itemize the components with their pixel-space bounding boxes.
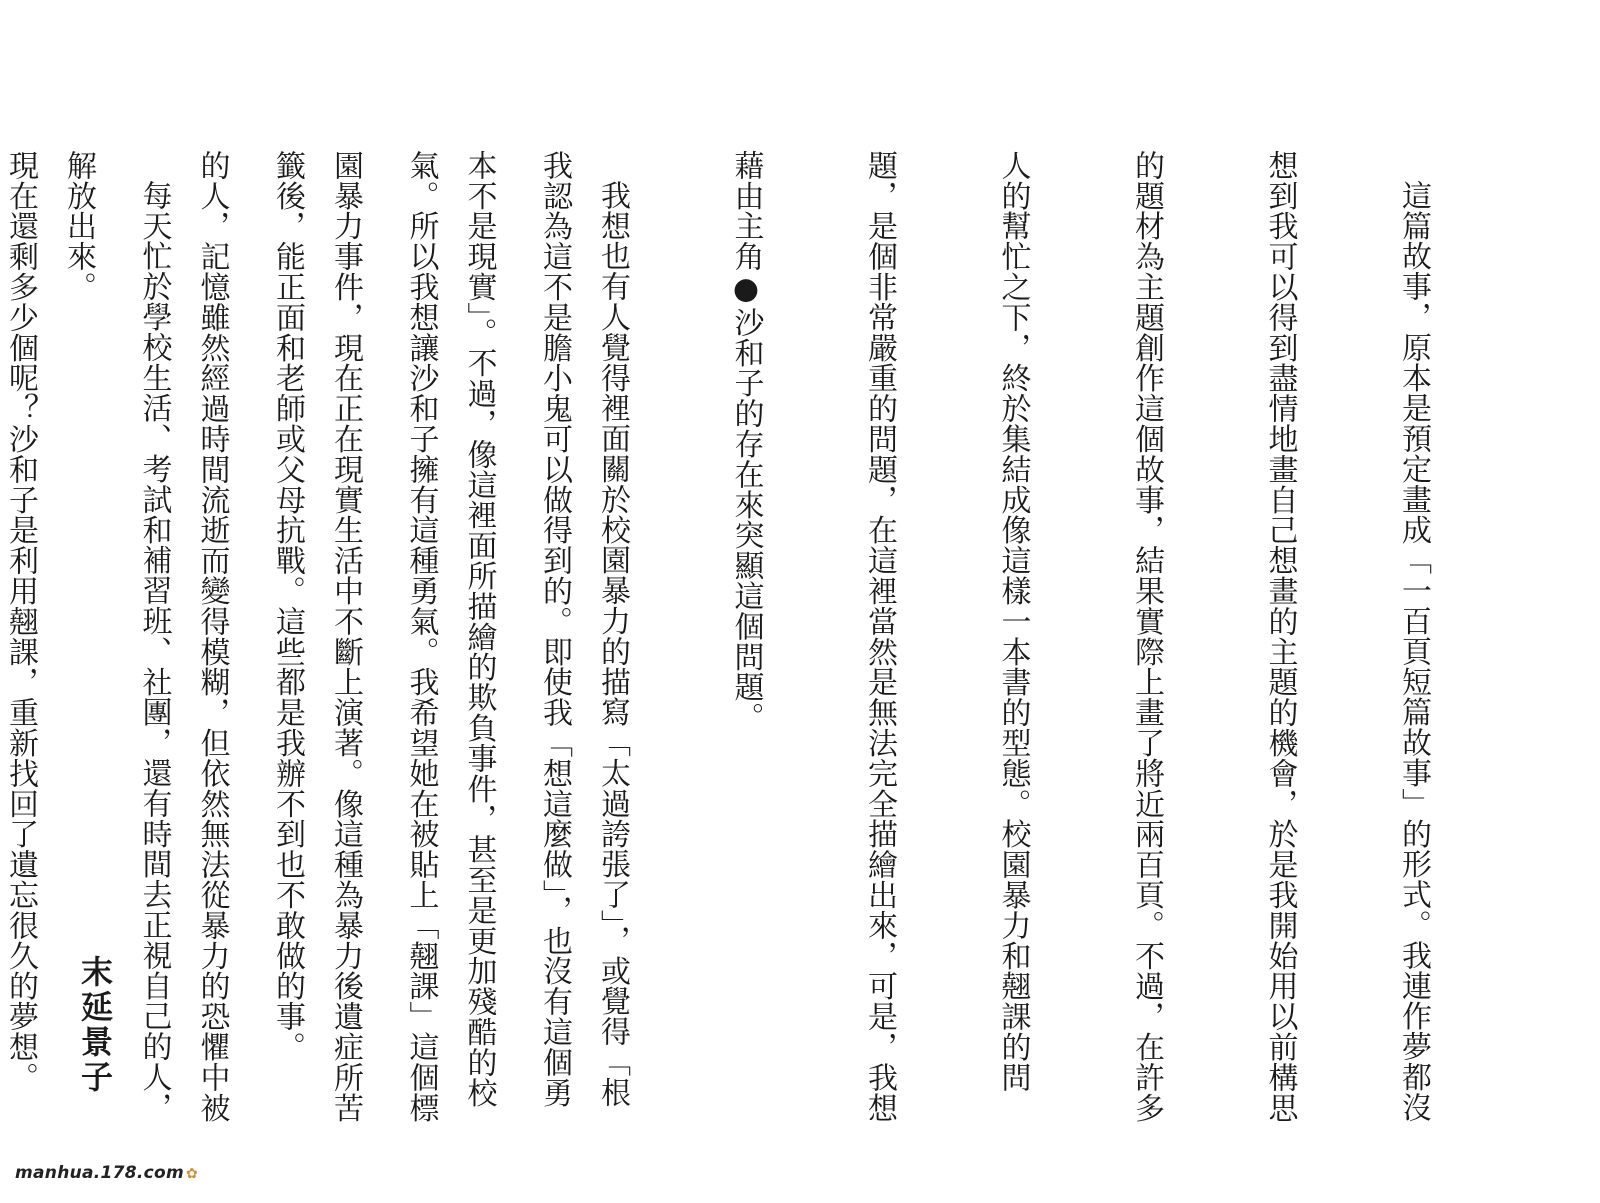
left-line-1: 我認為這不是膽小鬼可以做得到的。即使我「想這麼做」，也沒有這個勇 [537, 150, 572, 1108]
right-line-1: 這篇故事，原本是預定畫成「一百頁短篇故事」的形式。我連作夢都沒 [1396, 180, 1431, 1123]
right-line-6: 藉由主角●沙和子的存在來突顯這個問題。 [728, 150, 764, 733]
right-line-11: 解放出來。 [61, 150, 96, 302]
watermark-text: manhua.178.com [15, 1163, 185, 1183]
left-line-3: 籤後，能正面和老師或父母抗戰。這些都是我辦不到也不敢做的事。 [270, 150, 305, 1062]
left-line-4: 每天忙於學校生活、考試和補習班、社團，還有時間去正視自己的人， [136, 180, 172, 1123]
right-line-2: 想到我可以得到盡情地畫自己想畫的主題的機會，於是我開始用以前構思 [1262, 150, 1298, 1123]
right-line-4: 人的幫忙之下，終於集結成像這樣一本書的型態。校園暴力和翹課的問 [995, 150, 1031, 1093]
right-line-8: 本不是現實」。不過，像這裡面所描繪的欺負事件，甚至是更加殘酷的校 [461, 150, 497, 1108]
author-signature: 末延景子 [76, 955, 114, 1095]
left-line-5: 現在還剩多少個呢？沙和子是利用翹課，重新找回了遺忘很久的夢想。 [3, 150, 38, 1093]
right-line-3: 的題材為主題創作這個故事，結果實際上畫了將近兩百頁。不過，在許多 [1129, 150, 1164, 1123]
site-watermark [15, 1163, 198, 1183]
right-line-9: 園暴力事件，現在正在現實生活中不斷上演著。像這種為暴力後遺症所苦 [328, 150, 363, 1123]
right-line-5: 題，是個非常嚴重的問題，在這裡當然是無法完全描繪出來，可是，我想 [862, 150, 897, 1123]
right-line-7: 我想也有人覺得裡面關於校園暴力的描寫「太過誇張了」，或覺得「根 [595, 180, 630, 1108]
flower-icon: ✿ [186, 1166, 199, 1182]
left-line-2: 氣。所以我想讓沙和子擁有這種勇氣。我希望她在被貼上「翹課」這個標 [403, 150, 439, 1123]
right-line-10: 的人，記憶雖然經過時間流逝而變得模糊，但依然無法從暴力的恐懼中被 [194, 150, 230, 1123]
